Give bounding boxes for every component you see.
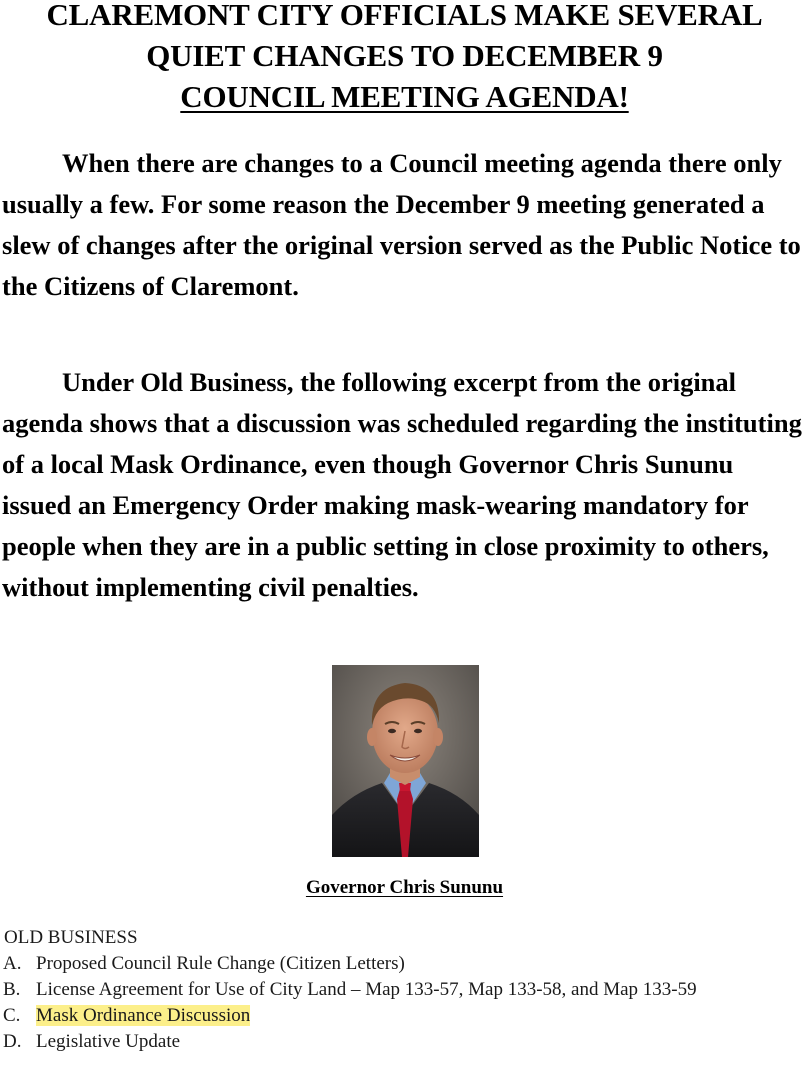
agenda-item-b — [3, 977, 803, 1003]
agenda-item-letter: A. — [3, 953, 22, 974]
agenda-item-d — [3, 1029, 803, 1055]
paragraph-1: When there are changes to a Council meeting agenda there only usually a few. For some reason the December 9 meeting generated a slew of changes after the original version served as the Public Notice to the Citizens of Claremont. — [2, 148, 801, 301]
headline-line-1: CLAREMONT CITY OFFICIALS MAKE SEVERAL — [46, 0, 763, 32]
headline — [0, 0, 809, 117]
agenda-item-c — [3, 1003, 803, 1029]
agenda-item-letter: D. — [3, 1031, 22, 1052]
headline-line-2: QUIET CHANGES TO DECEMBER 9 — [146, 38, 663, 73]
paragraph-2: Under Old Business, the following excerpt from the original agenda shows that a discussion was scheduled regarding the instituting of a local Mask Ordinance, even though Governor Chris Sununu issued an Emergency Order making mask-wearing mandatory for people when they are in a public setting in close proximity to others, without implementing civil penalties. — [2, 367, 802, 602]
governor-portrait-photo — [332, 665, 479, 857]
agenda-item-letter: B. — [3, 979, 21, 1000]
headline-line-3: COUNCIL MEETING AGENDA! — [180, 79, 629, 114]
agenda-item-text: License Agreement for Use of City Land – Map 133-57, Map 133-58, and Map 133-59 — [36, 979, 697, 1000]
photo-caption: Governor Chris Sununu — [305, 877, 504, 898]
portrait-illustration — [332, 665, 479, 857]
agenda-item-a — [3, 951, 803, 977]
agenda-excerpt — [3, 925, 803, 1055]
agenda-item-text: Legislative Update — [36, 1031, 181, 1052]
agenda-section-heading: OLD BUSINESS — [4, 927, 138, 948]
agenda-item-text-highlighted: Mask Ordinance Discussion — [36, 1005, 251, 1026]
agenda-item-letter: C. — [3, 1005, 21, 1026]
agenda-item-text: Proposed Council Rule Change (Citizen Letters) — [36, 953, 405, 974]
